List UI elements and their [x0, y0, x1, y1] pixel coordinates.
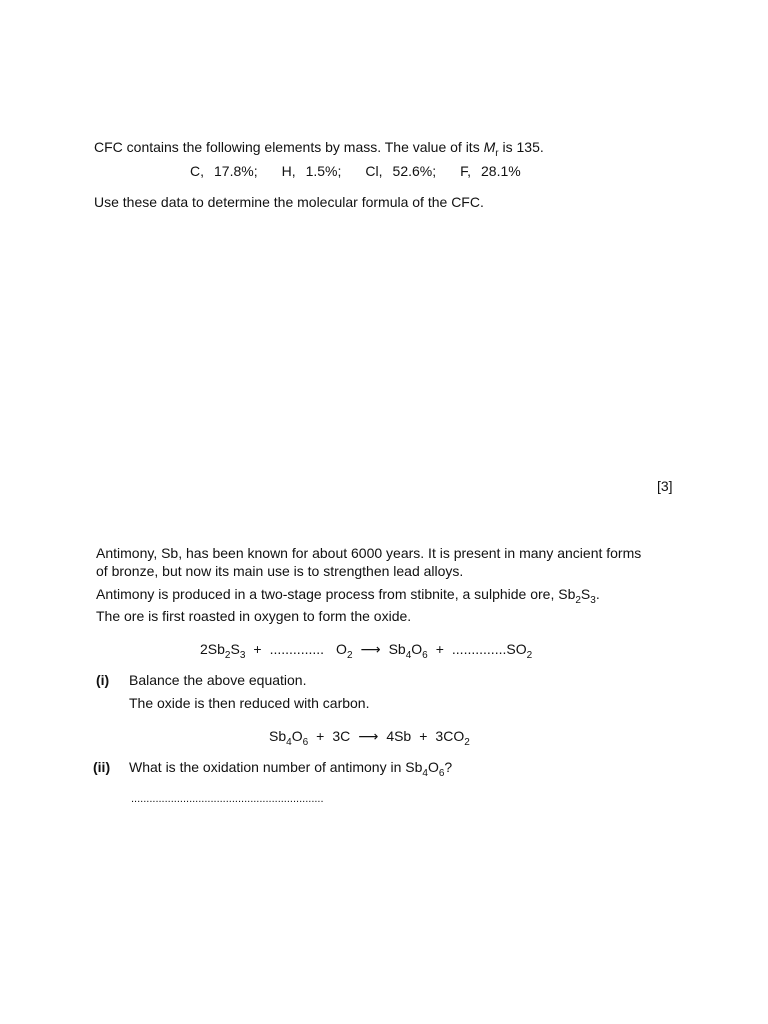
element-f-symbol: F, — [460, 163, 472, 179]
eq1-o6-sub: 6 — [422, 650, 428, 661]
q1-intro-end: is 135. — [498, 139, 544, 155]
element-c-symbol: C, — [190, 163, 204, 179]
eq1-arrow-icon: ⟶ — [360, 641, 381, 657]
part-ii-o: O — [427, 759, 439, 775]
q1-task: Use these data to determine the molecular formula of the CFC. — [94, 194, 484, 210]
q2-para1-line1: Antimony, Sb, has been known for about 6000 years. It is present in many ancient forms — [96, 545, 642, 561]
eq1-o6: O — [411, 641, 423, 657]
q2-para2-end: . — [595, 586, 600, 602]
element-f-value: 28.1% — [481, 163, 521, 179]
equation-roasting — [200, 640, 532, 661]
eq2-co2-sub: 2 — [464, 737, 470, 748]
eq1-so2-sub: 2 — [526, 650, 533, 661]
eq2-plus2: + — [419, 728, 428, 744]
eq1-s-sub: 3 — [239, 650, 246, 661]
q2-para1-line2: of bronze, but now its main use is to strengthen lead alloys. — [96, 563, 464, 579]
eq1-reactant-coef: 2Sb — [200, 641, 225, 657]
eq2-arrow-icon: ⟶ — [358, 728, 379, 744]
part-ii-end: ? — [444, 759, 453, 775]
eq1-blank-oxygen[interactable]: .............. — [269, 641, 325, 657]
q2-para2 — [96, 585, 600, 606]
part-i-text: Balance the above equation. — [129, 672, 307, 688]
eq2-sb-sub: 4 — [286, 737, 292, 748]
part-ii-sub1: 4 — [422, 768, 428, 779]
eq2-sb: Sb — [269, 728, 287, 744]
element-h-symbol: H, — [281, 163, 296, 179]
mr-subscript: r — [495, 148, 499, 159]
q2-para3: The ore is first roasted in oxygen to form the oxide. — [96, 608, 412, 624]
eq1-plus2: + — [435, 641, 444, 657]
q2-para2-text: Antimony is produced in a two-stage process from stibnite, a sulphide ore, Sb — [96, 586, 576, 602]
eq2-o-sub: 6 — [302, 737, 309, 748]
answer-line[interactable]: ............................................................... — [131, 793, 324, 805]
q2-para2-s: S — [580, 586, 591, 602]
element-c-value: 17.8%; — [214, 163, 258, 179]
q1-intro — [94, 138, 544, 159]
eq1-blank-so2[interactable]: .............. — [451, 641, 507, 657]
eq2-co2: 3CO — [435, 728, 465, 744]
eq1-so2: SO — [506, 641, 527, 657]
element-cl-value: 52.6%; — [392, 163, 437, 179]
eq2-sb-product: 4Sb — [386, 728, 412, 744]
eq2-o: O — [291, 728, 303, 744]
q2-para2-sub2: 3 — [590, 595, 596, 606]
eq1-sb-sub: 2 — [224, 650, 231, 661]
eq1-o2: O — [336, 641, 347, 657]
q1-intro-text: CFC contains the following elements by mass. The value of its — [94, 139, 484, 155]
part-i-label: (i) — [96, 672, 110, 688]
q1-marks: [3] — [657, 478, 673, 494]
part-ii-question — [129, 758, 452, 779]
eq2-carbon: 3C — [332, 728, 351, 744]
part-ii-label: (ii) — [93, 759, 111, 775]
mr-symbol: M — [483, 139, 496, 155]
eq1-o2-sub: 2 — [346, 650, 353, 661]
reduction-text: The oxide is then reduced with carbon. — [129, 695, 370, 711]
equation-reduction — [269, 727, 470, 748]
eq2-plus1: + — [316, 728, 325, 744]
part-ii-text: What is the oxidation number of antimony in Sb — [129, 759, 423, 775]
eq1-plus1: + — [253, 641, 262, 657]
q1-element-data — [190, 162, 521, 180]
eq1-s: S — [230, 641, 240, 657]
eq1-sb4-sub: 4 — [405, 650, 412, 661]
part-ii-sub2: 6 — [438, 768, 445, 779]
q2-para2-sub1: 2 — [575, 595, 581, 606]
eq1-sb4: Sb — [388, 641, 406, 657]
element-cl-symbol: Cl, — [365, 163, 383, 179]
element-h-value: 1.5%; — [305, 163, 342, 179]
